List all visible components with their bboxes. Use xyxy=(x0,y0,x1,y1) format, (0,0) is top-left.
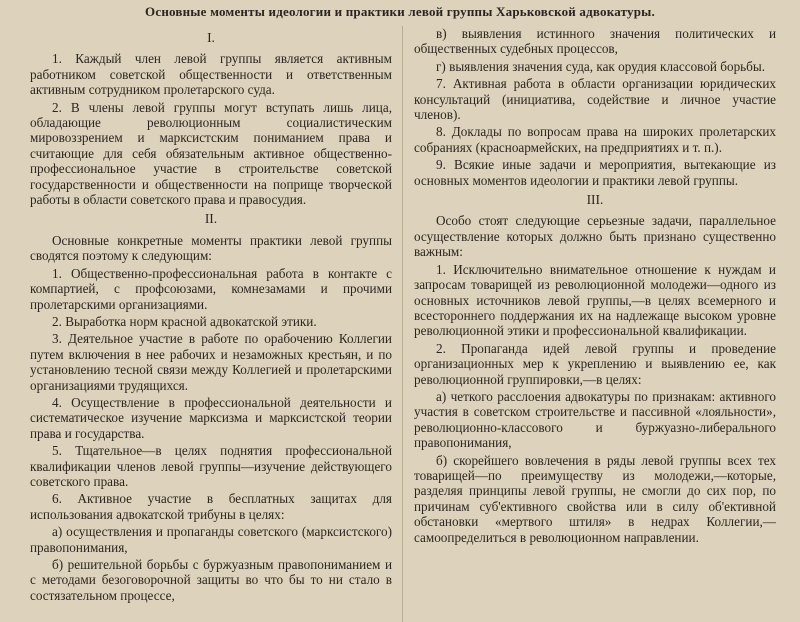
section-heading-3: III. xyxy=(586,192,604,208)
list-item: 1. Общественно-профессиональная работа в контакте с компартией, с профсоюзами, комнезамами и прочими пролетарскими организациями. xyxy=(30,265,392,312)
list-item: 8. Доклады по вопросам права на широких пролетарских собраниях (красноармейских, на предприятиях и т. п.). xyxy=(414,124,776,155)
section-heading-2: II. xyxy=(204,211,218,227)
paragraph: 1. Каждый член левой группы является активным работником советской общественности и ответственным активным сотрудником пролетарского суда. xyxy=(30,51,392,98)
sub-item: г) выявления значения суда, как орудия классовой борьбы. xyxy=(436,58,766,74)
left-column xyxy=(30,26,392,622)
list-item: 2. Пропаганда идей левой группы и проведение организационных мер к укреплению и выявлению ее, как революционной группировки,—в целях: xyxy=(414,340,776,387)
list-item: 1. Исключительно внимательное отношение к нуждам и запросам товарищей из революционной молодежи—одного из основных источников левой группы,—в целях всемерного и всестороннего поддержания их на надлежаще высоком уровне революционной этики и профессиональной квалификации. xyxy=(414,261,776,339)
paragraph: 2. В члены левой группы могут вступать лишь лица, обладающие революционным социалистическим мировоззрением и марксистским пониманием права и считающие для себя обязательным активное общественно-профессиональное участие в строительстве советской государственности и общественности на поприще творческой работы в области советского права и правосудия. xyxy=(30,99,392,208)
list-item: 5. Тщательное—в целях поднятия профессиональной квалификации членов левой группы—изучение действующего советского права. xyxy=(30,443,392,489)
paragraph: Особо стоят следующие серьезные задачи, параллельное осуществление которых должно быть признано существенно важным: xyxy=(414,213,776,260)
sub-item: б) скорейшего вовлечения в ряды левой группы всех тех товарищей—по преимуществу из молодежи,—которые, разделяя принципы левой группы, не смогли до сих пор, по причинам суб'ективного свойства или в силу об'ективной обстановки «мертвого штиля» в недрах Коллегии,—самоопределиться в революционном направлении. xyxy=(414,452,776,545)
document-title: Основные моменты идеологии и практики левой группы Харьковской адвокатуры. xyxy=(145,4,655,19)
sub-item: а) осуществления и пропаганды советского (марксистского) правопонимания, xyxy=(30,524,392,555)
list-item: 9. Всякие иные задачи и мероприятия, вытекающие из основных моментов идеологии и практики левой группы. xyxy=(414,157,776,188)
list-item: 4. Осуществление в профессиональной деятельности и систематическое изучение марксизма и марксистской теории права и государства. xyxy=(30,394,392,441)
paragraph: Основные конкретные моменты практики левой группы сводятся поэтому к следующим: xyxy=(30,232,392,264)
right-column xyxy=(414,26,776,622)
list-item: 2. Выработка норм красной адвокатской этики. xyxy=(52,313,317,329)
column-divider xyxy=(402,26,403,622)
sub-item: в) выявления истинного значения политических и общественных судебных процессов, xyxy=(414,26,776,57)
list-item: 6. Активное участие в бесплатных защитах для использования адвокатской трибуны в целях: xyxy=(30,491,392,522)
sub-item: б) решительной борьбы с буржуазным правопониманием и с методами безоговорочной защиты во что бы то ни стало в состязательном процессе, xyxy=(30,557,392,603)
list-item: 7. Активная работа в области организации юридических консультаций (инициатива, содействие и личное участие членов). xyxy=(414,76,776,123)
sub-item: а) четкого расслоения адвокатуры по признакам: активного участия в советском строительстве и пассивной «лояльности», революционно-классового и буржуазно-либерального правопонимания, xyxy=(414,388,776,451)
section-heading-1: I. xyxy=(207,30,215,45)
list-item: 3. Деятельное участие в работе по орабочению Коллегии путем включения в нее рабочих и незаможных крестьян, и по установлению тесной связи между Коллегией и пролетарскими организациями трудящихся. xyxy=(30,331,392,393)
